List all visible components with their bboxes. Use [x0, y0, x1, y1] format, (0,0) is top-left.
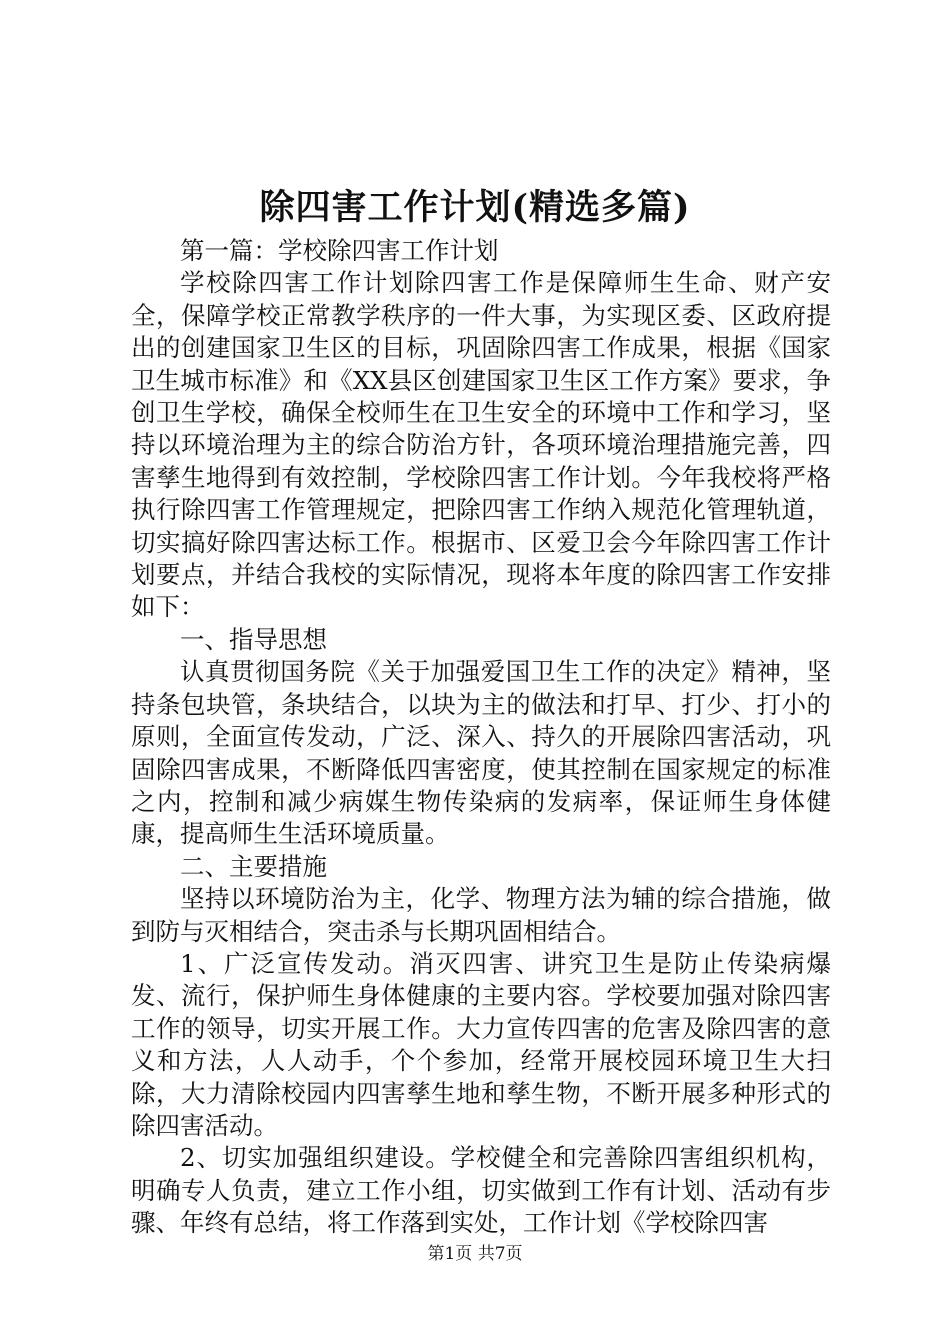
paragraph-intro: 学校除四害工作计划除四害工作是保障师生生命、财产安全，保障学校正常教学秩序的一件大事，为实现区委、区政府提出的创建国家卫生区的目标，巩固除四害工作成果，根据《国家卫生城市标准》和《XX县区创建国家卫生区工作方案》要求，争创卫生学校，确保全校师生在卫生安全的环境中工作和学习，坚持以环境治理为主的综合防治方针，各项环境治理措施完善，四害孳生地得到有效控制，学校除四害工作计划。今年我校将严格执行除四害工作管理规定，把除四害工作纳入规范化管理轨道，切实搞好除四害达标工作。根据市、区爱卫会今年除四害工作计划要点，并结合我校的实际情况，现将本年度的除四害工作安排如下：: [131, 268, 831, 622]
paragraph-main-measures: 坚持以环境防治为主，化学、物理方法为辅的综合措施，做到防与灭相结合，突击杀与长期巩固相结合。: [131, 884, 831, 946]
document-body: [131, 235, 831, 1240]
paragraph-measure-1: 1、广泛宣传发动。消灭四害、讲究卫生是防止传染病爆发、流行，保护师生身体健康的主要内容。学校要加强对除四害工作的领导，切实开展工作。大力宣传四害的危害及除四害的意义和方法，人人动手，个个参加，经常开展校园环境卫生大扫除，大力清除校园内四害孳生地和孳生物，不断开展多种形式的除四害活动。: [131, 948, 831, 1140]
section-heading-part-one: 第一篇：学校除四害工作计划: [180, 236, 499, 265]
section-heading-guiding-ideology: 一、指导思想: [180, 624, 327, 654]
document-title: 除四害工作计划(精选多篇): [259, 187, 691, 228]
paragraph-guiding-ideology: 认真贯彻国务院《关于加强爱国卫生工作的决定》精神，坚持条包块管，条块结合，以块为主的做法和打早、打少、打小的原则，全面宣传发动，广泛、深入、持久的开展除四害活动，巩固除四害成果，不断降低四害密度，使其控制在国家规定的标准之内，控制和减少病媒生物传染病的发病率，保证师生身体健康，提高师生生活环境质量。: [131, 657, 831, 849]
paragraph-measure-2: 2、切实加强组织建设。学校健全和完善除四害组织机构，明确专人负责，建立工作小组，切实做到工作有计划、活动有步骤、年终有总结，将工作落到实处，工作计划《学校除四害: [131, 1143, 831, 1238]
section-heading-main-measures: 二、主要措施: [180, 851, 327, 881]
page-footer: 第1页 共7页: [427, 1244, 523, 1264]
